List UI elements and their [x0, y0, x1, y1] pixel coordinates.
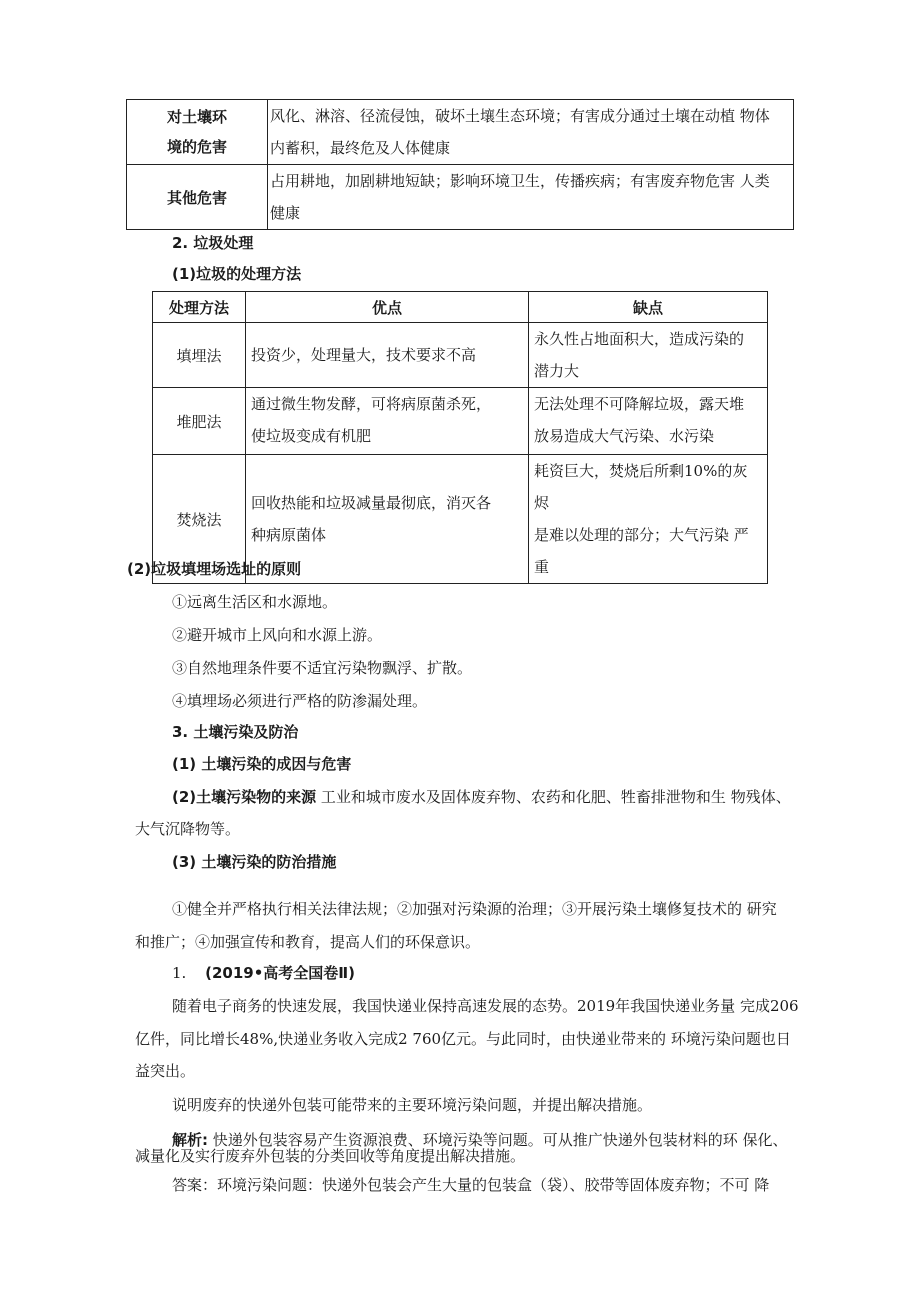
hazard-content-cell: [268, 165, 794, 230]
question-paragraph-line: 随着电子商务的快速发展，我国快递业保持高速发展的态势。2019年我国快递业务量 完成206: [172, 997, 799, 1015]
column-header: 处理方法: [153, 292, 246, 323]
question-prompt: 说明废弃的快递外包装可能带来的主要环境污染问题，并提出解决措施。: [172, 1096, 653, 1114]
hazard-label: 其他危害: [166, 188, 227, 207]
pros-cell: [246, 323, 529, 388]
principle-item: ④填埋场必须进行严格的防渗漏处理。: [172, 692, 428, 710]
table-row: [153, 323, 768, 388]
hazard-content-cell: [268, 100, 794, 165]
cell-line: 重: [534, 558, 550, 576]
hazard-label-cell: [127, 165, 268, 230]
cons-cell: [529, 388, 768, 455]
method-cell: 焚烧法: [153, 455, 246, 584]
cell-line: 使垃圾变成有机肥: [251, 427, 372, 445]
sub-2-title: (2)垃圾填埋场选址的原则: [127, 560, 302, 578]
table-row: [127, 165, 794, 230]
measures-line: ①健全并严格执行相关法律法规；②加强对污染源的治理；③开展污染土壤修复技术的 研究: [172, 900, 777, 918]
question-header: [172, 963, 355, 983]
hazard-label-line: 对土壤环: [166, 108, 227, 126]
principle-item: ③自然地理条件要不适宜污染物飘浮、扩散。: [172, 659, 473, 677]
sub-1-title: (1)垃圾的处理方法: [172, 265, 302, 283]
cons-cell: [529, 323, 768, 388]
section-2-title: 2. 垃圾处理: [172, 234, 254, 252]
principle-item: ①远离生活区和水源地。: [172, 593, 338, 611]
cons-cell: [529, 455, 768, 584]
cell-line: 内蓄积，最终危及人体健康: [270, 139, 451, 157]
hazard-label-cell: [127, 100, 268, 165]
disposal-methods-table: [152, 291, 768, 584]
analysis-line: 减量化及实行废弃外包装的分类回收等角度提出解决措施。: [135, 1147, 526, 1165]
answer-line: 答案：环境污染问题：快递外包装会产生大量的包装盒（袋）、胶带等固体废弃物；不可 降: [172, 1176, 770, 1194]
question-number: 1.: [172, 964, 187, 982]
cell-line: 健康: [270, 204, 301, 222]
s3-item-2-label: (2)土壤污染物的来源: [172, 788, 317, 806]
question-source: (2019•高考全国卷Ⅱ): [205, 964, 356, 982]
measures-line: 和推广；④加强宣传和教育，提高人们的环保意识。: [135, 933, 481, 951]
table-row: [153, 388, 768, 455]
cell-line: 无法处理不可降解垃圾，露天堆: [534, 395, 745, 413]
cell-line: 通过微生物发酵，可将病原菌杀死，: [251, 395, 492, 413]
cell-line: 是难以处理的部分；大气污染 严: [534, 526, 749, 544]
table-row: [127, 100, 794, 165]
analysis-label: 解析:: [172, 1131, 208, 1149]
method-cell: 堆肥法: [153, 388, 246, 455]
cell-line: 投资少，处理量大，技术要求不高: [251, 346, 477, 364]
cell-line: 回收热能和垃圾减量最彻底，消灭各: [251, 494, 492, 512]
hazard-table: [126, 99, 794, 230]
question-paragraph-line: 亿件，同比增长48%,快递业务收入完成2 760亿元。与此同时，由快递业带来的 环境污染问题也日: [135, 1030, 791, 1048]
cell-line: 永久性占地面积大，造成污染的: [534, 330, 745, 348]
pros-cell: [246, 388, 529, 455]
cell-line: 占用耕地，加剧耕地短缺；影响环境卫生，传播疾病；有害废弃物危害 人类: [270, 172, 770, 190]
cell-line: 潜力大: [534, 362, 580, 380]
s3-item-2-cont: 大气沉降物等。: [135, 820, 241, 838]
s3-item-2-text: 工业和城市废水及固体废弃物、农药和化肥、牲畜排泄物和生 物残体、: [316, 788, 791, 806]
question-paragraph-line: 益突出。: [135, 1062, 196, 1080]
column-header: 缺点: [529, 292, 768, 323]
analysis-text: 快递外包装容易产生资源浪费、环境污染等问题。可从推广快递外包装材料的环 保化、: [208, 1131, 788, 1149]
section-3-title: 3. 土壤污染及防治: [172, 723, 299, 741]
s3-item-1: (1) 土壤污染的成因与危害: [172, 755, 352, 773]
cell-line: 风化、淋溶、径流侵蚀，破坏土壤生态环境；有害成分通过土壤在动植 物体: [270, 107, 770, 125]
hazard-label-line: 境的危害: [166, 138, 227, 156]
cell-line: 耗资巨大，焚烧后所剩10%的灰 烬: [534, 462, 748, 512]
column-header: 优点: [246, 292, 529, 323]
cell-line: 种病原菌体: [251, 526, 327, 544]
s3-item-2: [172, 787, 791, 807]
cell-line: 放易造成大气污染、水污染: [534, 427, 715, 445]
method-cell: 填埋法: [153, 323, 246, 388]
principle-item: ②避开城市上风向和水源上游。: [172, 626, 383, 644]
s3-item-3: (3) 土壤污染的防治措施: [172, 853, 337, 871]
table-header-row: [153, 292, 768, 323]
